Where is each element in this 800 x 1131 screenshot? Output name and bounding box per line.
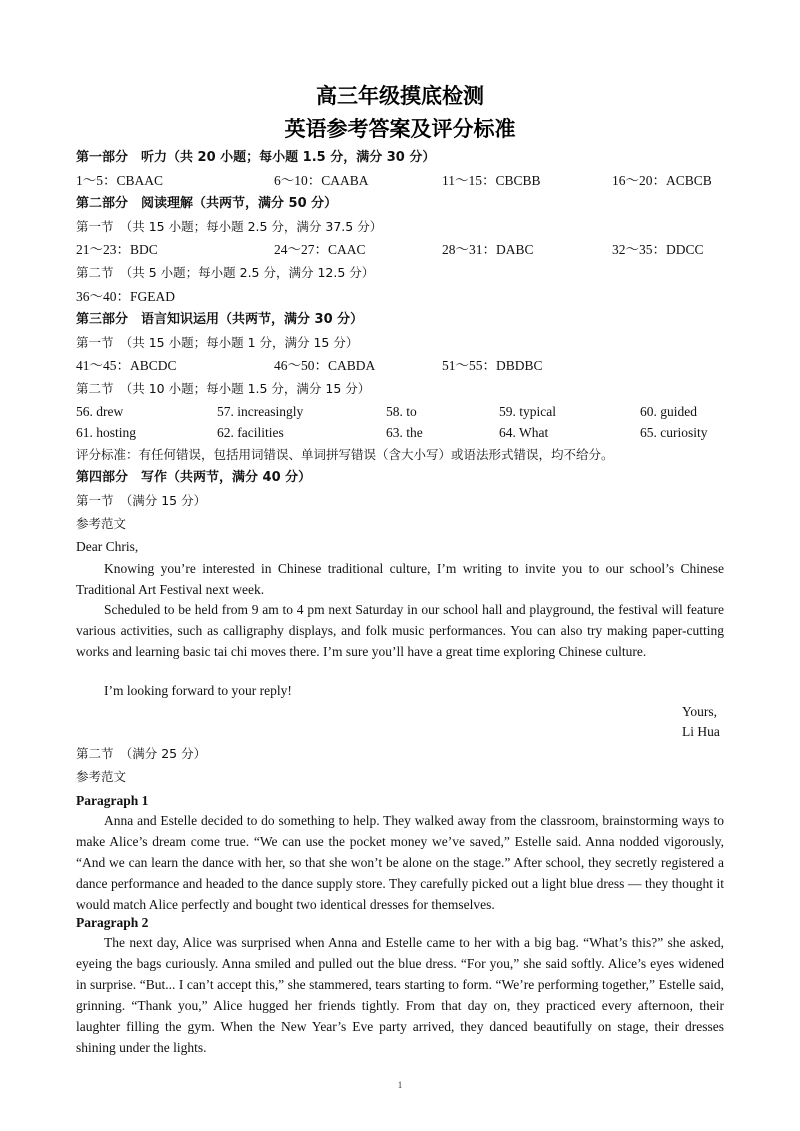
cloze-answer: 60. guided bbox=[640, 404, 697, 419]
cloze-answer: 65. curiosity bbox=[640, 425, 708, 440]
sample-label: 参考范文 bbox=[76, 769, 127, 784]
part4-heading: 第四部分 写作（共两节，满分 40 分） bbox=[76, 470, 312, 485]
answer-group: 36～40：FGEAD bbox=[76, 289, 176, 304]
answer-group: 24～27：CAAC bbox=[274, 242, 366, 257]
cloze-answer: 63. the bbox=[386, 425, 423, 440]
answer-group: 46～50：CABDA bbox=[274, 358, 376, 373]
answer-group: 21～23：BDC bbox=[76, 242, 158, 257]
answer-group: 6～10：CAABA bbox=[274, 173, 369, 188]
cloze-answer: 64. What bbox=[499, 425, 549, 440]
part2-section2: 第二节 （共 5 小题；每小题 2.5 分，满分 12.5 分） bbox=[76, 265, 375, 280]
letter-signature: Li Hua bbox=[682, 724, 720, 739]
paragraph1-label: Paragraph 1 bbox=[76, 793, 149, 808]
grading-criteria: 评分标准：有任何错误，包括用词错误、单词拼写错误（含大小写）或语法形式错误，均不给分。 bbox=[76, 447, 614, 462]
cloze-answer: 59. typical bbox=[499, 404, 556, 419]
story-paragraph-2: The next day, Alice was surprised when Anna and Estelle came to her with a big bag. “What’s this?” she asked, eyeing the bags curiously. Anna smiled and pulled out the blue dress. “For you,” she said softly. Alice’s eyes widened in surprise. “But... I can’t accept this,” she stammered, tears starting to form. “We’re performing together,” Estelle said, grinning. “Thank you,” Alice hugged her friends tightly. From that day on, they practiced every afternoon, their laughter filling the gym. When the New Year’s Eve party arrived, they danced beautifully on stage, their dresses shining under the lights. bbox=[76, 935, 724, 1055]
answer-group: 1～5：CBAAC bbox=[76, 173, 164, 188]
part1-heading: 第一部分 听力（共 20 小题；每小题 1.5 分，满分 30 分） bbox=[76, 150, 436, 165]
letter-paragraph: Knowing you’re interested in Chinese traditional culture, I’m writing to invite you to our school’s Chinese Traditional Art Festival next week. bbox=[76, 561, 724, 597]
paragraph2-label: Paragraph 2 bbox=[76, 915, 149, 930]
cloze-answer: 56. drew bbox=[76, 404, 124, 419]
answer-group: 41～45：ABCDC bbox=[76, 358, 177, 373]
part3-section1: 第一节 （共 15 小题；每小题 1 分，满分 15 分） bbox=[76, 335, 359, 350]
letter-closing: Yours, bbox=[682, 704, 718, 719]
answer-group: 32～35：DDCC bbox=[612, 242, 704, 257]
part3-heading: 第三部分 语言知识运用（共两节，满分 30 分） bbox=[76, 312, 364, 327]
letter-greeting: Dear Chris, bbox=[76, 539, 139, 554]
answer-group: 51～55：DBDBC bbox=[442, 358, 543, 373]
part2-section1: 第一节 （共 15 小题；每小题 2.5 分，满分 37.5 分） bbox=[76, 219, 383, 234]
letter-paragraph: I’m looking forward to your reply! bbox=[104, 683, 292, 698]
cloze-answer: 57. increasingly bbox=[217, 404, 304, 419]
cloze-answer: 61. hosting bbox=[76, 425, 137, 440]
sample-label: 参考范文 bbox=[76, 516, 127, 531]
page-number: 1 bbox=[397, 1080, 403, 1090]
story-paragraph-1: Anna and Estelle decided to do something to help. They walked away from the classroom, brainstorming ways to make Alice’s dream come true. “We can use the pocket money we’ve saved,” Estelle said. Anna nodded vigorously, “And we can learn the dance with her, so that she won’t be alone on the stage.” After school, they secretly registered a dance performance and headed to the dance supply store. They carefully picked out a light blue dress — they thought it would match Alice perfectly and bought two identical dresses for themselves. bbox=[76, 813, 724, 912]
answer-group: 16～20：ACBCB bbox=[612, 173, 712, 188]
part4-section1: 第一节 （满分 15 分） bbox=[76, 493, 207, 508]
cloze-answer: 62. facilities bbox=[217, 425, 284, 440]
part4-section2: 第二节 （满分 25 分） bbox=[76, 746, 207, 761]
cloze-answer: 58. to bbox=[386, 404, 417, 419]
part3-section2: 第二节 （共 10 小题；每小题 1.5 分，满分 15 分） bbox=[76, 381, 371, 396]
exam-subtitle: 英语参考答案及评分标准 bbox=[284, 117, 516, 141]
answer-group: 11～15：CBCBB bbox=[442, 173, 541, 188]
exam-title: 高三年级摸底检测 bbox=[316, 84, 484, 108]
answer-group: 28～31：DABC bbox=[442, 242, 534, 257]
part2-heading: 第二部分 阅读理解（共两节，满分 50 分） bbox=[76, 196, 338, 211]
letter-paragraph: Scheduled to be held from 9 am to 4 pm next Saturday in our school hall and playground, the festival will feature various activities, such as calligraphy displays, and folk music performances. You can also try making paper-cutting works and learning basic tai chi moves there. I’m sure you’ll have a great time exploring Chinese culture. bbox=[76, 602, 724, 659]
